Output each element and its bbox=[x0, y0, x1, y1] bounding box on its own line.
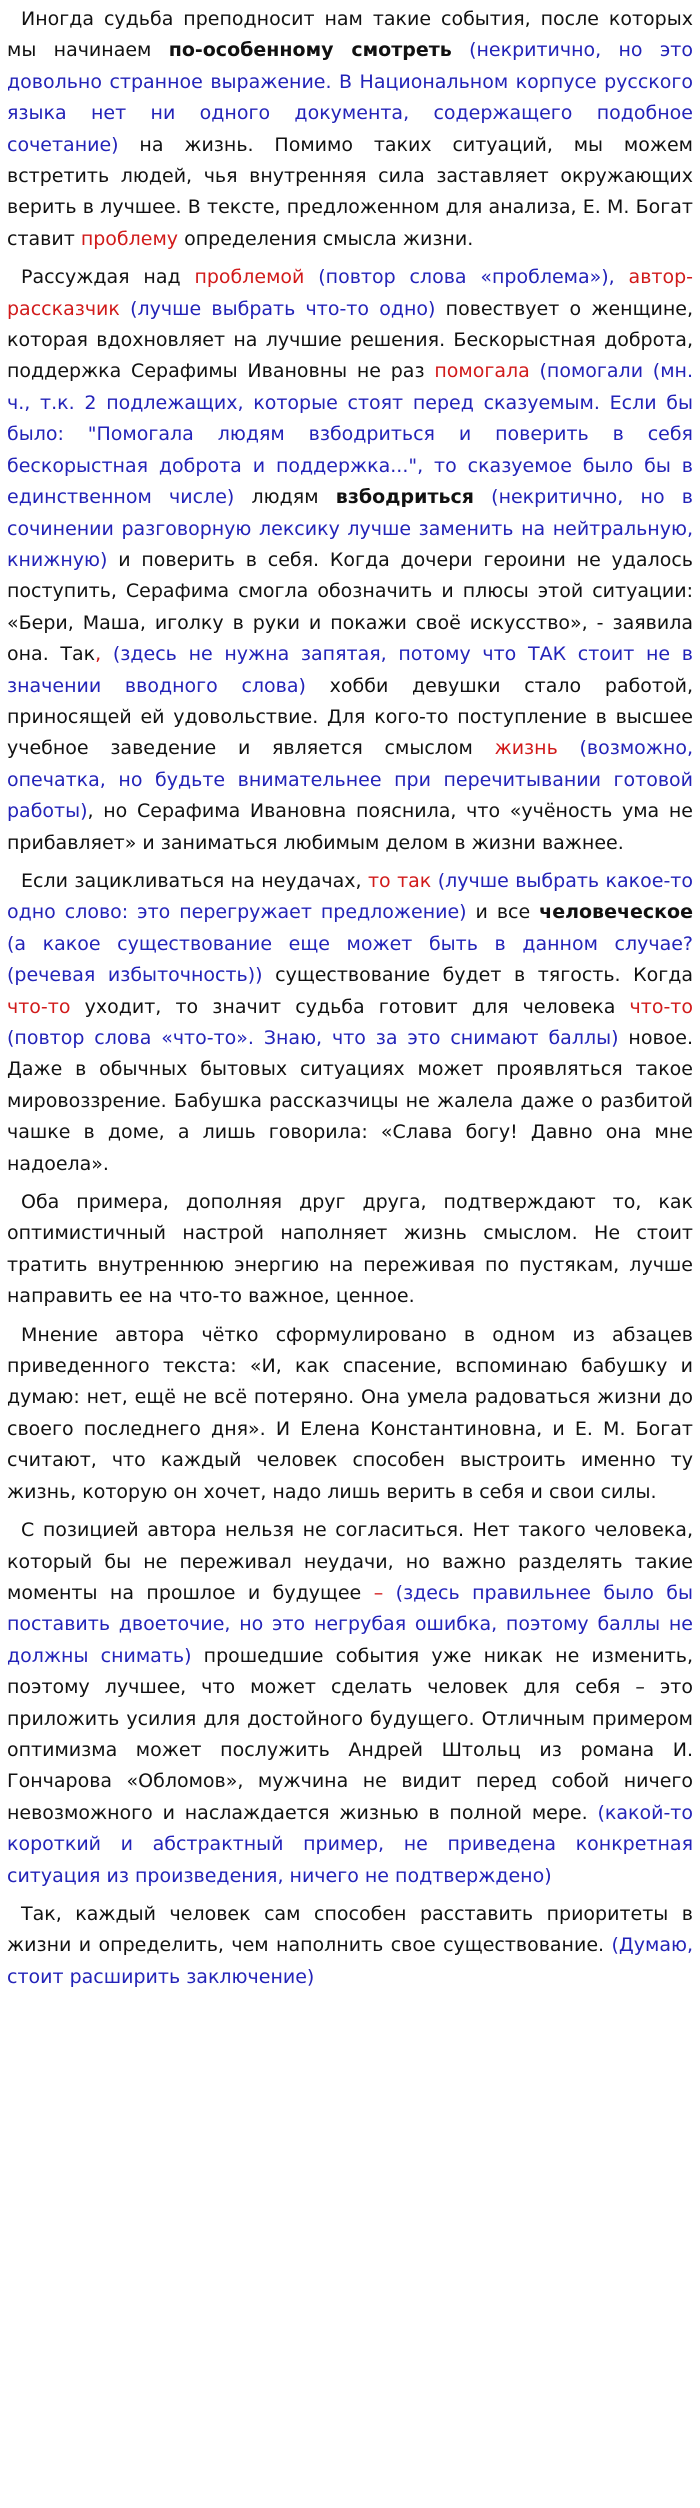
plain-text: уходит, то значит судьба готовит для человека bbox=[70, 995, 630, 1018]
reviewer-comment: (здесь не нужна запятая, потому что ТАК стоит не в значении вводного слова) bbox=[7, 643, 694, 697]
bold-phrase: взбодриться bbox=[335, 486, 474, 509]
bold-phrase: человеческое bbox=[539, 901, 693, 924]
plain-text: прошедшие события уже никак не изменить, поэтому лучшее, что может сделать человек для себя – это приложить усилия для достойного будущего. Отличным примером оптимизма может послужить Андрей Штольц из романа И. Гончарова «Обломов», мужчина не видит перед собой ничего невозможного и наслаждается жизнью в полной мере. bbox=[7, 1644, 693, 1824]
paragraph-7 bbox=[7, 1899, 693, 1993]
error-highlight: проблемой bbox=[194, 266, 305, 289]
reviewer-comment: (какой-то короткий и абстрактный пример, не приведена конкретная ситуация из произведения, ничего не подтверждено) bbox=[7, 1801, 693, 1887]
error-highlight: автор-рассказчик bbox=[7, 266, 693, 320]
plain-text: повествует о женщине, которая вдохновляет на лучшие решения. Бескорыстная доброта, поддержка Серафимы Ивановны не раз bbox=[7, 297, 693, 383]
error-highlight: – bbox=[373, 1581, 384, 1604]
plain-text: людям bbox=[234, 486, 336, 509]
bold-phrase: по-особенному смотреть bbox=[168, 39, 452, 62]
reviewer-comment: (Думаю, стоит расширить заключение) bbox=[7, 1934, 693, 1988]
plain-text: определения смысла жизни. bbox=[178, 227, 474, 250]
plain-text: Если зацикливаться на неудачах, bbox=[21, 869, 368, 892]
error-highlight: помогала bbox=[434, 360, 530, 383]
essay-document bbox=[7, 4, 693, 2000]
reviewer-comment: (здесь правильнее было бы поставить двоеточие, но это негрубая ошибка, поэтому баллы не должны снимать) bbox=[7, 1581, 694, 1667]
plain-text: Иногда судьба преподносит нам такие события, после которых мы начинаем bbox=[7, 8, 693, 62]
plain-text: Мнение автора чётко сформулировано в одном из абзацев приведенного текста: «И, как спасение, вспоминаю бабушку и думаю: нет, ещё не всё потеряно. Она умела радоваться жизни до своего последнего дня». И Елена Константиновна, и Е. М. Богат считают, что каждый человек способен выстроить именно ту жизнь, которую он хочет, надо лишь верить в себя и свои силы. bbox=[7, 1323, 693, 1503]
reviewer-comment: (некритично, но это довольно странное выражение. В Национальном корпусе русского языка нет ни одного документа, содержащего подобное сочетание) bbox=[7, 39, 693, 156]
error-highlight: проблему bbox=[80, 227, 179, 250]
reviewer-comment: (некритично, но в сочинении разговорную лексику лучше заменить на нейтральную, книжную) bbox=[7, 486, 693, 571]
plain-text: Так, каждый человек сам способен расставить приоритеты в жизни и определить, чем наполнить свое существование. bbox=[7, 1902, 693, 1957]
error-highlight: то так bbox=[367, 869, 432, 892]
error-highlight: что-то bbox=[7, 995, 71, 1018]
reviewer-comment: (лучше выбрать что-то одно) bbox=[119, 297, 436, 320]
reviewer-comment: (помогали (мн. ч., т.к. 2 подлежащих, которые стоят перед сказуемым. Если бы было: "Помогала людям взбодриться и поверить в себя бескорыстная доброта и поддержка...", то сказуемое было бы в единственном числе) bbox=[7, 360, 694, 509]
reviewer-comment: (повтор слова «что-то». Знаю, что за это снимают баллы) bbox=[7, 1027, 619, 1049]
paragraph-5 bbox=[7, 1320, 693, 1508]
paragraph-6 bbox=[7, 1515, 693, 1892]
reviewer-comment: (повтор слова «проблема»), bbox=[304, 266, 629, 289]
paragraph-1 bbox=[7, 4, 693, 255]
plain-text: С позицией автора нельзя не согласиться. Нет такого человека, который бы не переживал неудачи, но важно разделять такие моменты на прошлое и будущее bbox=[7, 1519, 693, 1604]
error-highlight: , bbox=[95, 643, 102, 666]
plain-text: и все bbox=[466, 901, 540, 924]
paragraph-4 bbox=[7, 1187, 693, 1313]
paragraph-3 bbox=[7, 866, 693, 1180]
plain-text: и поверить в себя. Когда дочери героини не удалось поступить, Серафима смогла обозначить и плюсы этой ситуации: «Бери, Маша, иголку в руки и покажи своё искусство», - заявила она. Так bbox=[7, 548, 693, 666]
plain-text: хобби девушки стало работой, приносящей ей удовольствие. Для кого-то поступление в высшее учебное заведение и является смыслом bbox=[7, 674, 694, 760]
error-highlight: что-то bbox=[629, 995, 693, 1018]
paragraph-2 bbox=[7, 262, 693, 859]
plain-text: новое. Даже в обычных бытовых ситуациях может проявляться такое мировоззрение. Бабушка рассказчицы не жалела даже о разбитой чашке в доме, а лишь говорила: «Слава богу! Давно она мне надоела». bbox=[7, 1027, 693, 1175]
plain-text: существование будет в тягость. Когда bbox=[262, 964, 694, 987]
reviewer-comment: (а какое существование еще может быть в данном случае? (речевая избыточность)) bbox=[7, 932, 693, 987]
error-highlight: жизнь bbox=[494, 737, 558, 760]
reviewer-comment: (лучше выбрать какое-то одно слово: это перегружает предложение) bbox=[7, 869, 693, 924]
plain-text: на жизнь. Помимо таких ситуаций, мы можем встретить людей, чья внутренняя сила заставляет окружающих верить в лучшее. В тексте, предложенном для анализа, Е. М. Богат ставит bbox=[7, 133, 693, 250]
plain-text: Рассуждая над bbox=[21, 266, 195, 289]
plain-text: Оба примера, дополняя друг друга, подтверждают то, как оптимистичный настрой наполняет жизнь смыслом. Не стоит тратить внутреннюю энергию на переживая по пустякам, лучше направить ее на что-то важное, ценное. bbox=[7, 1191, 693, 1308]
plain-text: , но Серафима Ивановна пояснила, что «учёность ума не прибавляет» и заниматься любимым делом в жизни важнее. bbox=[7, 800, 693, 854]
reviewer-comment: (возможно, опечатка, но будьте внимательнее при перечитывании готовой работы) bbox=[7, 737, 693, 823]
